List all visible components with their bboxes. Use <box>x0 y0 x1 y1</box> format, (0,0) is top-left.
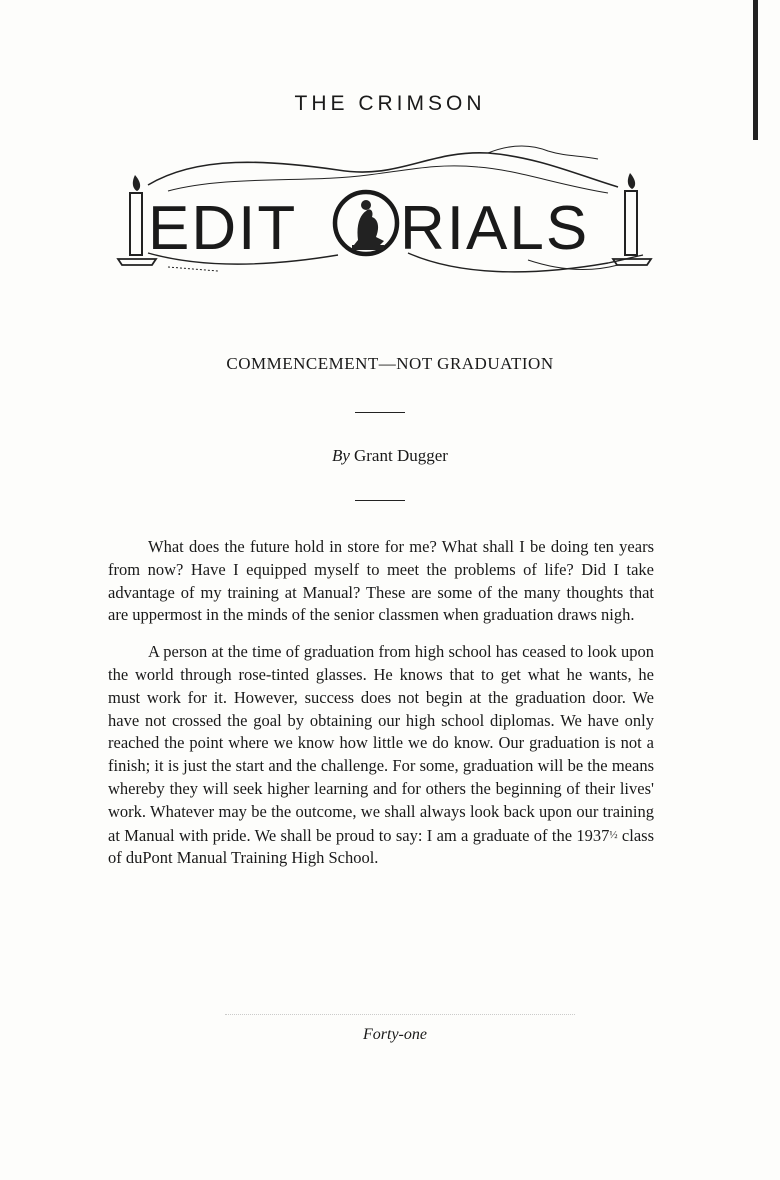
scan-edge-mark <box>753 0 758 140</box>
article-body <box>108 536 654 884</box>
article-title: COMMENCEMENT—NOT GRADUATION <box>226 354 554 373</box>
page-number: Forty-one <box>363 1026 427 1043</box>
right-candle-icon <box>613 173 651 265</box>
editorials-banner <box>108 145 658 285</box>
paragraph-1: What does the future hold in store for me? What shall I be doing ten years from now? Have I equipped myself to meet the problems of life? Did I take advantage of my training at Manual? These are some of the many thoughts that are uppermost in the minds of the senior classmen when graduation draws nigh. <box>108 537 654 625</box>
author-name: Grant Dugger <box>353 446 448 465</box>
paragraph-2 <box>108 641 654 870</box>
divider-bottom <box>355 500 405 501</box>
scan-dots <box>225 1014 575 1015</box>
banner-word-right: RIALS <box>400 194 590 263</box>
year-fraction: ½ <box>609 828 618 841</box>
divider-top <box>355 412 405 413</box>
banner-word-left: EDIT <box>148 194 298 263</box>
thinker-statue-icon <box>352 200 384 250</box>
paragraph-2-end: class of duPont Manual Training High School. <box>108 825 654 868</box>
byline-prefix: By <box>332 446 350 465</box>
byline <box>0 446 780 466</box>
paragraph-2-text: A person at the time of graduation from high school has ceased to look upon the world through rose-tinted glasses. He knows that to get what he wants, he must work for it. However, success does not begin at the graduation door. We have not crossed the goal by obtaining our high school diplomas. We have only reached the point where we know how little we do know. Our graduation is not a finish; it is just the start and the challenge. For some, graduation will be the means whereby they will seek higher learning and for others the beginning of their lives' work. Whatever may be the outcome, we shall always look back upon our training at Manual with pride. We shall be proud to say: I am a graduate of the 1937 <box>108 642 654 845</box>
publication-header: THE CRIMSON <box>294 92 486 115</box>
